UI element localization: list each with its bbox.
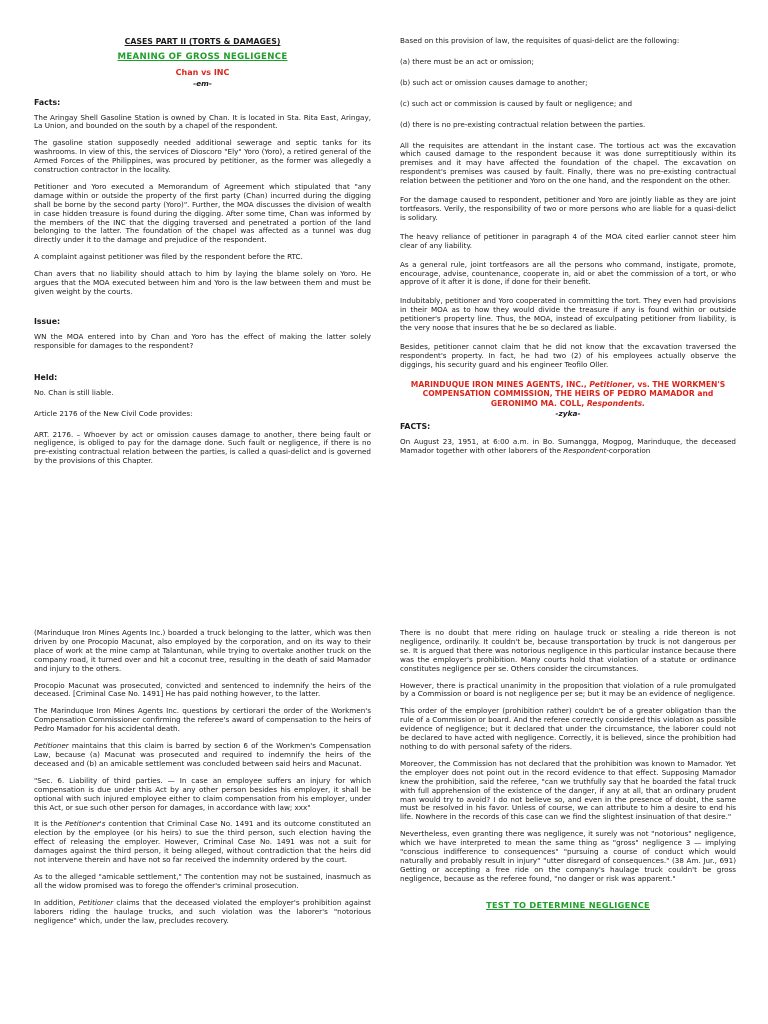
facts-paragraph: (Marinduque Iron Mines Agents Inc.) boarded a truck belonging to the latter, which was then driven by one Procopio Macunat, also employed by the corporation, and on its way to their place of work at the mine camp at Talantunan, while trying to overtake another truck on the company road, it turned over and hit a coconut tree, resulting in the death of said Mamador and injury to the others. bbox=[34, 629, 371, 673]
text-run: In addition, bbox=[34, 897, 79, 907]
issue-text: WN the MOA entered into by Chan and Yoro has the effect of making the latter solely responsible for damages to the respondent? bbox=[34, 331, 371, 350]
facts-paragraph bbox=[400, 438, 736, 456]
facts-paragraph: The Aringay Shell Gasoline Station is owned by Chan. It is located in Sta. Rita East, Aringay, La Union, and bounded on the south by a chapel of the respondent. bbox=[34, 112, 371, 131]
text-run: claims that the deceased violated the employer's prohibition against laborers riding the haulage trucks, and such violation was the laborer's "notorious negligence" which, under the law, precludes recovery. bbox=[34, 897, 371, 925]
facts-paragraph bbox=[34, 899, 371, 926]
requisite-item: (d) there is no pre-existing contractual relation between the parties. bbox=[400, 119, 646, 129]
text-run: Petitioner bbox=[34, 741, 69, 751]
case-title-part: MARINDUQUE IRON MINES AGENTS, INC., bbox=[410, 379, 590, 389]
facts-paragraph: A complaint against petitioner was filed by the respondent before the RTC. bbox=[34, 252, 303, 262]
document-page-2 bbox=[0, 512, 768, 1024]
body-paragraph: Indubitably, petitioner and Yoro cooperated in committing the tort. They even had provisions in their MOA as to how they would divide the treasure if any is found within or outside petitioner's property line. Thus, the MOA, instead of exculpating petitioner from liability, is the very noose that insures that he be so declared as liable. bbox=[400, 296, 736, 333]
text-run: contention that Criminal Case No. 1491 and its outcome constituted an election by the employee (or his heirs) to sue the third person, such election having the effect of releasing the employer. However, Criminal Case No. 1491 was not a suit for damages against the third person, it being alleged, without contradiction that the heirs did not intervene therein and have not so far received the indemnity ordered by the court. bbox=[34, 819, 371, 865]
facts-paragraph: Petitioner and Yoro executed a Memorandum of Agreement which stipulated that "any damage within or outside the property of the first party (Chan) incurred during the digging shall be borne by the second party (Yoro)". Further, the MOA discusses the division of wealth in case hidden treasure is found during the digging. After some time, Chan was informed by the members of the INC that the digging traversed and penetrated a portion of the land belonging to the latter. The foundation of the chapel was affected as a tunnel was dug directly under it to the damage and prejudice of the respondent. bbox=[34, 181, 371, 245]
facts-heading: Facts: bbox=[34, 97, 61, 107]
case-title-part: Petitioner bbox=[589, 379, 632, 389]
left-column bbox=[34, 629, 371, 1024]
body-paragraph: The heavy reliance of petitioner in paragraph 4 of the MOA cited earlier cannot steer him clear of any liability. bbox=[400, 231, 736, 250]
held-paragraph: No. Chan is still liable. bbox=[34, 387, 114, 397]
requisite-item: (c) such act or commission is caused by fault or negligence; and bbox=[400, 98, 633, 108]
document-header: CASES PART II (TORTS & DAMAGES) bbox=[124, 37, 281, 46]
text-run: maintains that this claim is barred by section 6 of the Workmen's Compensation Law, because (a) Macunat was prosecuted and required to indemnify the heirs of the deceased and (b) an amicable settlement was concluded between said heirs and Macunat. bbox=[34, 741, 371, 768]
section-title: MEANING OF GROSS NEGLIGENCE bbox=[117, 52, 288, 62]
text-run: On August 23, 1951, at 6:00 a.m. in Bo. Sumangga, Mogpog, Marinduque, the deceased Mamador together with other laborers of the bbox=[400, 437, 736, 456]
facts-paragraph bbox=[34, 820, 371, 865]
right-column bbox=[400, 629, 736, 1024]
body-paragraph: Nevertheless, even granting there was negligence, it surely was not "notorious" negligence, which we have interpreted to mean the same thing as "gross" negligence 3 — implying "conscious indifference to consequences" "pursuing a course of conduct which would naturally and probably result in injury" "utter disregard of consequences." (38 Am. Jur., 691) Getting or accepting a free ride on the company's haulage truck couldn't be gross negligence, because as the referee found, "no danger or risk was apparent." bbox=[400, 829, 736, 883]
text-run: Petitioner's bbox=[65, 819, 106, 829]
facts-paragraph: Chan avers that no liability should attach to him by laying the blame solely on Yoro. He argues that the MOA executed between him and Yoro is the law between them and must be given weight by the courts. bbox=[34, 269, 371, 296]
body-paragraph: Based on this provision of law, the requisites of quasi-delict are the following: bbox=[400, 37, 680, 45]
body-paragraph: All the requisites are attendant in the instant case. The tortious act was the excavation which caused damage to the respondent because it was done surreptitiously within its premises and it may have affected the foundation of the chapel. The excavation on respondent's premises was caused by fault. Finally, there was no pre-existing contractual relation between the petitioner and Yoro on the one hand, and the respondent on the other. bbox=[400, 140, 736, 186]
body-paragraph: Moreover, the Commission has not declared that the prohibition was known to Mamador. Yet the employer does not point out in the record evidence to that effect. Supposing Mamador knew the prohibition, said the referee, "can we truthfully say that he boarded the fatal truck with full apprehension of the existence of the danger, if any at all, that an ordinary prudent man would try to avoid? I do not believe so, and even in the presence of doubt, the same must be resolved in his favor. Unless of course, we can attribute to him a desire to end his life. Nowhere in the records of this case can we find the slightest insinuation of that desire." bbox=[400, 758, 736, 822]
text-run: It is the bbox=[34, 819, 66, 829]
facts-paragraph: As to the alleged "amicable settlement," The contention may not be sustained, inasmuch as all the widow promised was to forego the offender's criminal prosecution. bbox=[34, 871, 371, 890]
facts-paragraph: Procopio Macunat was prosecuted, convicted and sentenced to indemnify the heirs of the deceased. [Criminal Case No. 1491] He has paid nothing however, to the latter. bbox=[34, 680, 371, 699]
held-paragraph: ART. 2176. – Whoever by act or omission causes damage to another, there being fault or negligence, is obliged to pay for the damage done. Such fault or negligence, if there is no pre-existing contractual relation between the parties, is called a quasi-delict and is governed by the provisions of this Chapter. bbox=[34, 429, 371, 466]
requisite-item: (b) such act or omission causes damage to another; bbox=[400, 77, 588, 87]
requisite-item: (a) there must be an act or omission; bbox=[400, 56, 534, 66]
facts-paragraph bbox=[34, 742, 371, 769]
facts-paragraph: The Marinduque Iron Mines Agents Inc. questions by certiorari the order of the Workmen's Compensation Commissioner confirming the referee's award of compensation to the heirs of Pedro Mamador for his accidental death. bbox=[34, 706, 371, 734]
section-title: TEST TO DETERMINE NEGLIGENCE bbox=[486, 899, 650, 910]
body-paragraph: This order of the employer (prohibition rather) couldn't be of a greater obligation than the rule of a Commission or board. And the referee correctly considered this violation as possible evidence of negligence; but it declared that under the circumstance, the laborer could not be declared to have acted with negligence. Correctly, it is believed, since the prohibition had nothing to do with personal safety of the riders. bbox=[400, 706, 736, 751]
body-paragraph: There is no doubt that mere riding on haulage truck or stealing a ride thereon is not negligence, ordinarily. It couldn't be, because transportation by truck is not dangerous per se. It is argued that there was notorious negligence in this particular instance because there was the employer's prohibition. Many courts hold that violation of a statute or ordinance constitutes negligence per se. Others consider the circumstances. bbox=[400, 629, 736, 673]
right-column bbox=[400, 37, 736, 512]
statute-quote: "Sec. 6. Liability of third parties. — In case an employee suffers an injury for which compensation is due under this Act by any other person besides his employer, it shall be optional with such injured employee either to claim compensation from his employer, under this Act, or sue such other person for damages, in accordance with law; xxx" bbox=[34, 775, 371, 812]
body-paragraph: As a general rule, joint tortfeasors are all the persons who command, instigate, promote, encourage, advise, countenance, cooperate in, aid or abet the commission of a tort, or who approve of it after it is done, if done for their benefit. bbox=[400, 259, 736, 287]
text-run: Respondent bbox=[563, 446, 607, 456]
text-run: Petitioner bbox=[78, 897, 114, 907]
case-author: -zyka- bbox=[555, 409, 581, 419]
held-heading: Held: bbox=[34, 372, 58, 382]
left-column bbox=[34, 37, 371, 512]
held-paragraph: Article 2176 of the New Civil Code provides: bbox=[34, 408, 193, 418]
body-paragraph: For the damage caused to respondent, petitioner and Yoro are jointly liable as they are joint tortfeasors. Verily, the responsibility of two or more persons who are liable for a quasi-delict is solidary. bbox=[400, 195, 736, 222]
case-title: Chan vs INC bbox=[175, 68, 230, 77]
case-title-part: Respondents. bbox=[586, 398, 646, 408]
case-author: -em- bbox=[193, 78, 212, 88]
text-run: -corporation bbox=[606, 446, 651, 456]
facts-heading: FACTS: bbox=[400, 422, 431, 432]
body-paragraph: However, there is practical unanimity in the proposition that violation of a rule promulgated by a Commission or board is not negligence per se; but it may be an evidence of negligence. bbox=[400, 680, 736, 699]
issue-heading: Issue: bbox=[34, 316, 61, 326]
case-title bbox=[400, 380, 736, 409]
facts-paragraph: The gasoline station supposedly needed additional sewerage and septic tanks for its washrooms. In view of this, the services of Dioscoro "Ely" Yoro (Yoro), a retired general of the Armed Forces of the Philippines, was procured by petitioner, as the former was allegedly a construction contractor in the locality. bbox=[34, 138, 371, 175]
body-paragraph: Besides, petitioner cannot claim that he did not know that the excavation traversed the respondent's property. In fact, he had two (2) of his employees actually observe the diggings, his security guard and his engineer Teofilo Oller. bbox=[400, 341, 736, 369]
case-title-part: , vs. THE WORKMEN'S COMPENSATION COMMISSION, THE HEIRS OF PEDRO MAMADOR and GERONIMO MA. COLL, bbox=[422, 379, 726, 408]
